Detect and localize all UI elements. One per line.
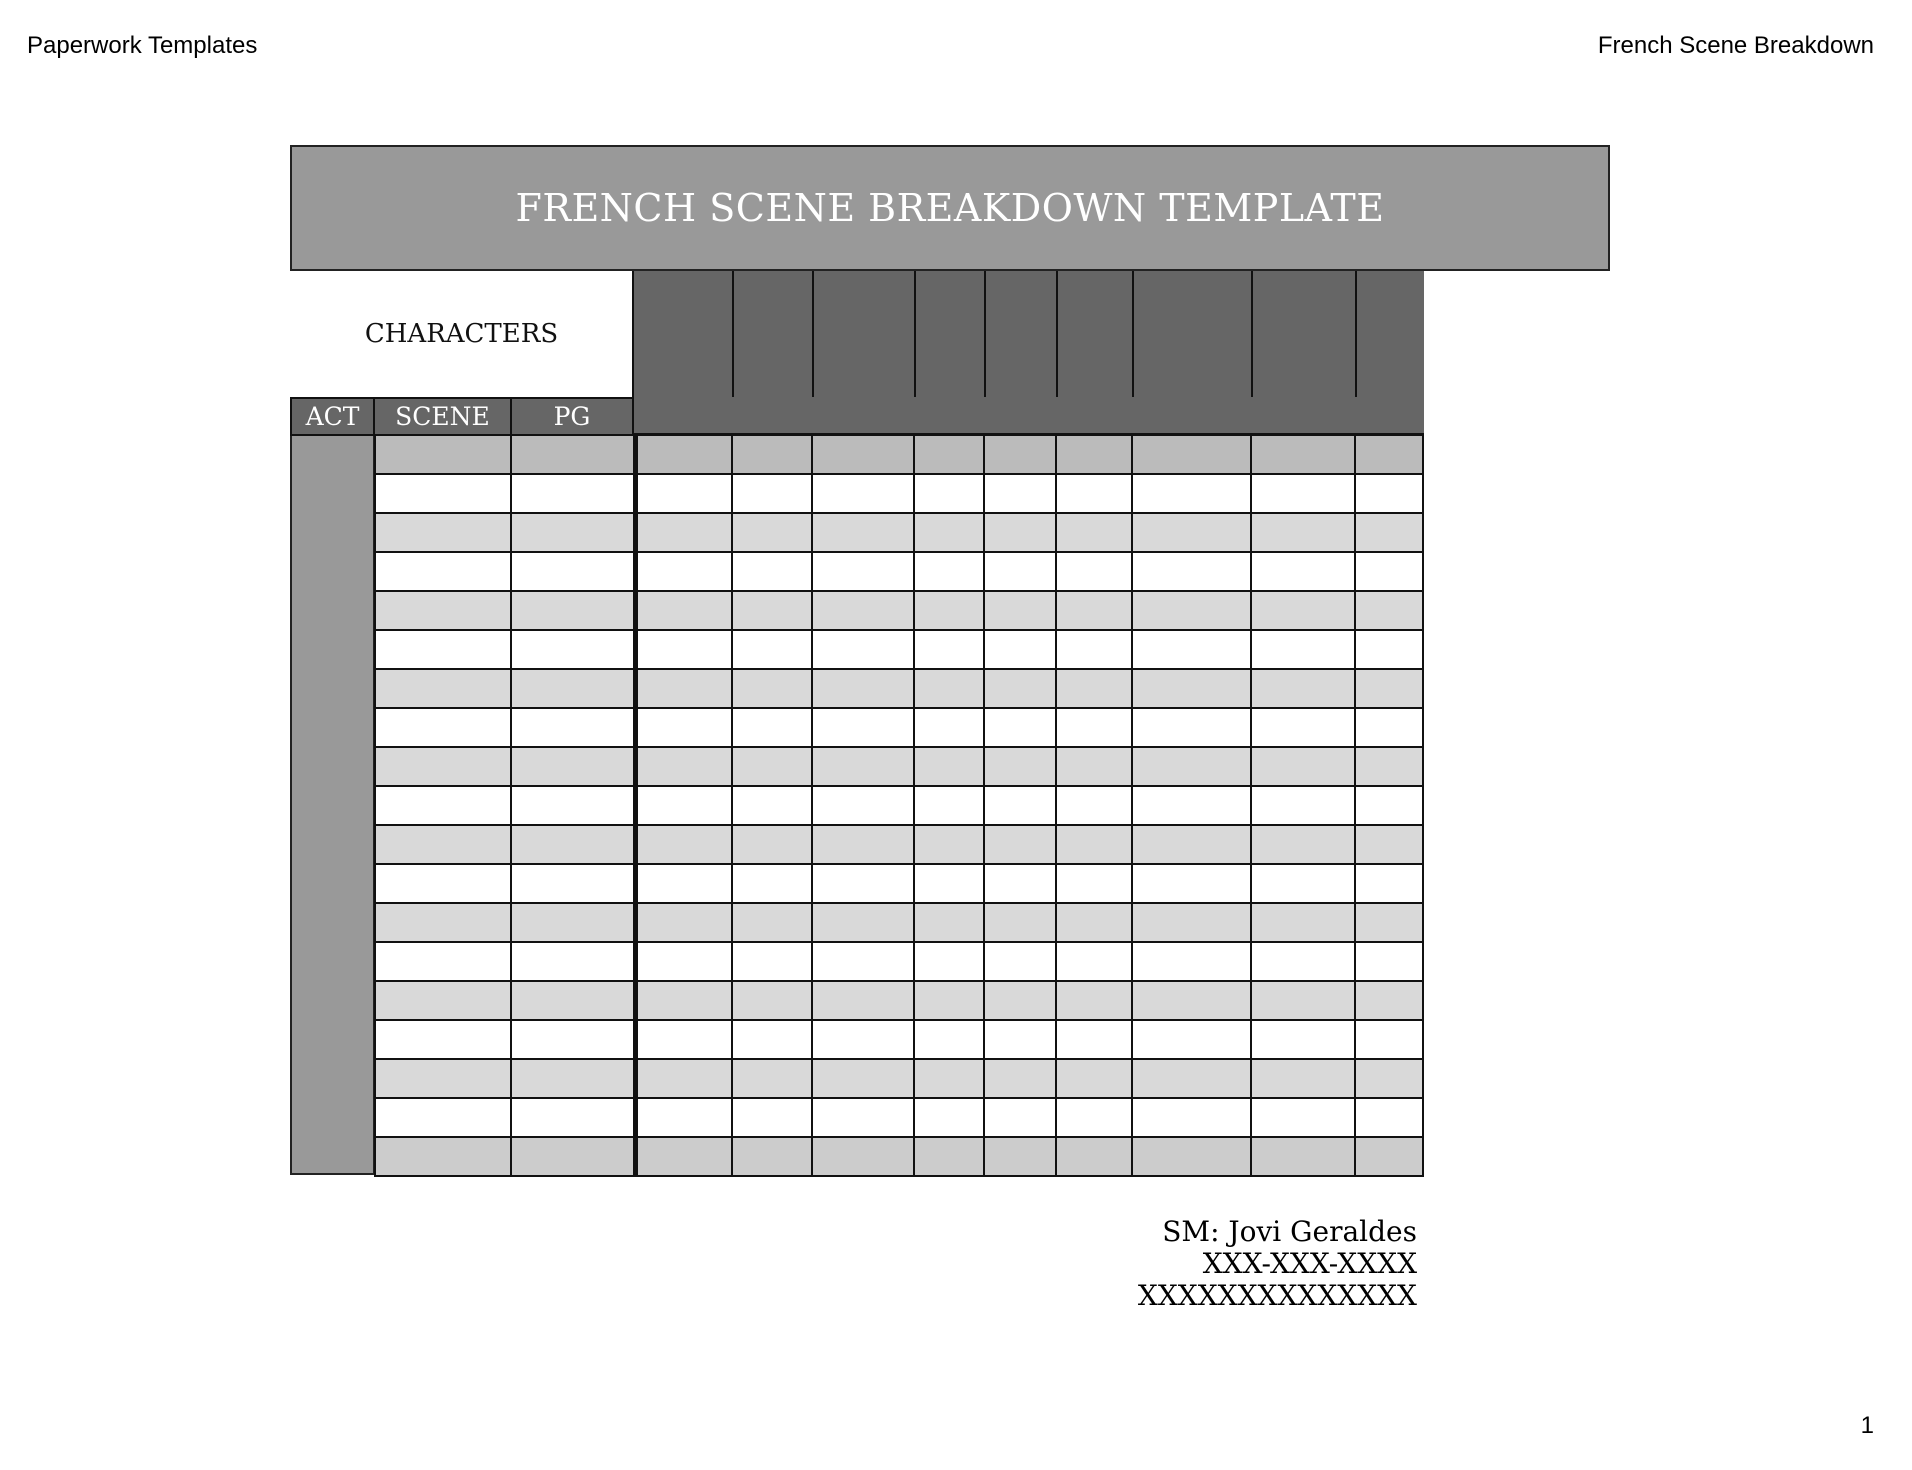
character-cell[interactable] (985, 1138, 1057, 1175)
table-row (374, 1099, 1424, 1138)
character-cell[interactable] (813, 1099, 915, 1136)
character-cell[interactable] (733, 436, 813, 473)
character-cell[interactable] (1057, 826, 1133, 863)
character-cell[interactable] (733, 865, 813, 902)
character-cell[interactable] (915, 748, 985, 785)
table-row (374, 1060, 1424, 1099)
character-cell[interactable] (985, 1099, 1057, 1136)
character-cell[interactable] (1356, 904, 1424, 941)
character-column-divider (812, 271, 814, 397)
scene-cell[interactable] (374, 982, 512, 1019)
character-cell[interactable] (915, 631, 985, 668)
character-cell[interactable] (733, 904, 813, 941)
page-cell[interactable] (512, 1021, 635, 1058)
character-cell[interactable] (915, 1138, 985, 1175)
character-cell[interactable] (1057, 1138, 1133, 1175)
character-cell[interactable] (635, 592, 733, 629)
character-cell[interactable] (1133, 904, 1252, 941)
character-cell[interactable] (733, 553, 813, 590)
page-cell[interactable] (512, 904, 635, 941)
page-cell[interactable] (512, 787, 635, 824)
pg-column-header: PG (510, 397, 634, 436)
character-cell[interactable] (1133, 943, 1252, 980)
scene-cell[interactable] (374, 943, 512, 980)
character-cell[interactable] (813, 1060, 915, 1097)
character-cell[interactable] (1057, 1021, 1133, 1058)
character-cell[interactable] (733, 475, 813, 512)
character-cell[interactable] (813, 943, 915, 980)
character-cell[interactable] (1356, 1060, 1424, 1097)
table-row (374, 787, 1424, 826)
character-cell[interactable] (1133, 787, 1252, 824)
page-cell[interactable] (512, 982, 635, 1019)
page-cell[interactable] (512, 748, 635, 785)
character-cell[interactable] (915, 904, 985, 941)
character-cell[interactable] (1252, 1060, 1356, 1097)
character-cell[interactable] (915, 982, 985, 1019)
template-title: FRENCH SCENE BREAKDOWN TEMPLATE (515, 186, 1385, 230)
character-cell[interactable] (635, 475, 733, 512)
character-cell[interactable] (985, 1021, 1057, 1058)
character-cell[interactable] (915, 670, 985, 707)
character-cell[interactable] (1252, 943, 1356, 980)
character-cell[interactable] (915, 436, 985, 473)
page-cell[interactable] (512, 1138, 635, 1175)
character-cell[interactable] (733, 514, 813, 551)
character-cell[interactable] (1133, 865, 1252, 902)
table-row (374, 436, 1424, 475)
table-row (374, 982, 1424, 1021)
template-title-bar (290, 145, 1610, 271)
stage-manager-name: SM: Jovi Geraldes (1162, 1215, 1417, 1248)
table-row (374, 865, 1424, 904)
character-cell[interactable] (1356, 748, 1424, 785)
character-cell[interactable] (1057, 514, 1133, 551)
character-cell[interactable] (915, 1060, 985, 1097)
scene-cell[interactable] (374, 826, 512, 863)
character-cell[interactable] (813, 748, 915, 785)
character-cell[interactable] (1252, 1099, 1356, 1136)
character-cell[interactable] (733, 592, 813, 629)
character-cell[interactable] (1252, 787, 1356, 824)
character-cell[interactable] (985, 709, 1057, 746)
scene-cell[interactable] (374, 1138, 512, 1175)
character-cell[interactable] (813, 631, 915, 668)
character-cell[interactable] (1057, 592, 1133, 629)
character-cell[interactable] (813, 1138, 915, 1175)
character-cell[interactable] (733, 826, 813, 863)
character-cell[interactable] (1133, 1099, 1252, 1136)
scene-cell[interactable] (374, 1099, 512, 1136)
scene-column-header: SCENE (373, 397, 512, 436)
character-cell[interactable] (985, 1060, 1057, 1097)
act-column-header: ACT (290, 397, 375, 436)
character-cell[interactable] (1252, 904, 1356, 941)
character-cell[interactable] (733, 709, 813, 746)
character-cell[interactable] (813, 1021, 915, 1058)
table-row (374, 670, 1424, 709)
character-cell[interactable] (1057, 553, 1133, 590)
character-cell[interactable] (1057, 475, 1133, 512)
character-column-divider (1251, 271, 1253, 397)
character-cell[interactable] (1133, 514, 1252, 551)
table-row (374, 1021, 1424, 1060)
stage-manager-email: XXXXXXXXXXXXXX (1137, 1279, 1417, 1312)
character-cell[interactable] (985, 592, 1057, 629)
character-cell[interactable] (813, 787, 915, 824)
character-cell[interactable] (1133, 709, 1252, 746)
character-cell[interactable] (915, 1099, 985, 1136)
character-cell[interactable] (1252, 592, 1356, 629)
scene-cell[interactable] (374, 865, 512, 902)
page-cell[interactable] (512, 709, 635, 746)
character-cell[interactable] (1252, 553, 1356, 590)
character-cell[interactable] (1057, 787, 1133, 824)
character-cell[interactable] (813, 865, 915, 902)
character-cell[interactable] (1252, 865, 1356, 902)
character-cell[interactable] (733, 631, 813, 668)
character-cell[interactable] (1252, 475, 1356, 512)
character-cell[interactable] (1133, 631, 1252, 668)
character-cell[interactable] (1252, 982, 1356, 1019)
table-row (374, 748, 1424, 787)
character-cell[interactable] (813, 826, 915, 863)
character-cell[interactable] (1356, 1099, 1424, 1136)
character-cell[interactable] (1133, 592, 1252, 629)
character-cell[interactable] (813, 709, 915, 746)
character-cell[interactable] (733, 1060, 813, 1097)
page-cell[interactable] (512, 865, 635, 902)
table-row (374, 631, 1424, 670)
scene-cell[interactable] (374, 1060, 512, 1097)
character-cell[interactable] (1356, 787, 1424, 824)
character-cell[interactable] (1133, 475, 1252, 512)
character-cell[interactable] (635, 748, 733, 785)
character-cell[interactable] (985, 748, 1057, 785)
character-cell[interactable] (1133, 436, 1252, 473)
character-cell[interactable] (985, 670, 1057, 707)
character-cell[interactable] (733, 982, 813, 1019)
scene-cell[interactable] (374, 514, 512, 551)
character-cell[interactable] (1356, 670, 1424, 707)
scene-cell[interactable] (374, 631, 512, 668)
character-cell[interactable] (985, 826, 1057, 863)
character-cell[interactable] (1057, 748, 1133, 785)
character-cell[interactable] (1133, 748, 1252, 785)
character-column-divider (1132, 271, 1134, 397)
character-cell[interactable] (985, 865, 1057, 902)
character-cell[interactable] (1133, 982, 1252, 1019)
scene-cell[interactable] (374, 709, 512, 746)
header-right-text: French Scene Breakdown (1597, 32, 1874, 59)
character-cell[interactable] (915, 475, 985, 512)
character-cell[interactable] (635, 709, 733, 746)
stage-manager-phone: XXX-XXX-XXXX (1202, 1247, 1417, 1280)
character-cell[interactable] (635, 787, 733, 824)
character-cell[interactable] (813, 553, 915, 590)
character-cell[interactable] (635, 1138, 733, 1175)
character-cell[interactable] (635, 982, 733, 1019)
character-cell[interactable] (1057, 865, 1133, 902)
character-cell[interactable] (1356, 592, 1424, 629)
character-cell[interactable] (635, 904, 733, 941)
character-cell[interactable] (985, 436, 1057, 473)
character-cell[interactable] (813, 904, 915, 941)
character-cell[interactable] (733, 1138, 813, 1175)
character-cell[interactable] (1057, 670, 1133, 707)
character-cell[interactable] (635, 826, 733, 863)
character-cell[interactable] (635, 1021, 733, 1058)
characters-label: CHARACTERS (364, 319, 559, 349)
character-cell[interactable] (915, 514, 985, 551)
character-cell[interactable] (1356, 943, 1424, 980)
page-cell[interactable] (512, 943, 635, 980)
character-cell[interactable] (1252, 514, 1356, 551)
character-cell[interactable] (985, 982, 1057, 1019)
character-cell[interactable] (915, 943, 985, 980)
character-cell[interactable] (915, 1021, 985, 1058)
character-cell[interactable] (1057, 904, 1133, 941)
character-cell[interactable] (733, 1099, 813, 1136)
table-row (374, 1138, 1424, 1177)
page-cell[interactable] (512, 1099, 635, 1136)
scene-cell[interactable] (374, 436, 512, 473)
character-columns-header (632, 271, 1424, 436)
character-cell[interactable] (915, 865, 985, 902)
character-cell[interactable] (985, 553, 1057, 590)
character-cell[interactable] (1356, 865, 1424, 902)
character-cell[interactable] (1133, 826, 1252, 863)
character-cell[interactable] (985, 904, 1057, 941)
character-cell[interactable] (1356, 1138, 1424, 1175)
character-cell[interactable] (1133, 1021, 1252, 1058)
page-cell[interactable] (512, 436, 635, 473)
table-row (374, 475, 1424, 514)
character-cell[interactable] (733, 748, 813, 785)
character-cell[interactable] (635, 670, 733, 707)
character-cell[interactable] (1133, 1138, 1252, 1175)
character-cell[interactable] (1057, 943, 1133, 980)
scene-cell[interactable] (374, 670, 512, 707)
character-cell[interactable] (1057, 1099, 1133, 1136)
character-cell[interactable] (1356, 1021, 1424, 1058)
character-cell[interactable] (1252, 1021, 1356, 1058)
character-cell[interactable] (1133, 1060, 1252, 1097)
character-cell[interactable] (813, 514, 915, 551)
character-cell[interactable] (1133, 553, 1252, 590)
character-cell[interactable] (915, 553, 985, 590)
character-cell[interactable] (635, 631, 733, 668)
character-cell[interactable] (635, 943, 733, 980)
character-cell[interactable] (1356, 475, 1424, 512)
character-cell[interactable] (1133, 670, 1252, 707)
character-cell[interactable] (733, 1021, 813, 1058)
character-cell[interactable] (635, 436, 733, 473)
character-cell[interactable] (985, 943, 1057, 980)
character-cell[interactable] (733, 787, 813, 824)
page-number: 1 (1860, 1412, 1874, 1439)
character-cell[interactable] (635, 553, 733, 590)
character-cell[interactable] (1057, 1060, 1133, 1097)
character-cell[interactable] (1252, 631, 1356, 668)
character-cell[interactable] (985, 514, 1057, 551)
character-cell[interactable] (985, 631, 1057, 668)
act-column-body (290, 436, 375, 1175)
page-cell[interactable] (512, 592, 635, 629)
character-column-divider (914, 271, 916, 397)
character-cell[interactable] (1356, 514, 1424, 551)
character-cell[interactable] (635, 514, 733, 551)
character-cell[interactable] (733, 670, 813, 707)
character-cell[interactable] (1356, 553, 1424, 590)
character-cell[interactable] (813, 436, 915, 473)
character-cell[interactable] (915, 787, 985, 824)
character-column-divider (732, 271, 734, 397)
character-cell[interactable] (1252, 670, 1356, 707)
table-row (374, 943, 1424, 982)
character-cell[interactable] (813, 475, 915, 512)
character-column-divider (984, 271, 986, 397)
scene-cell[interactable] (374, 1021, 512, 1058)
character-cell[interactable] (1356, 709, 1424, 746)
page-cell[interactable] (512, 514, 635, 551)
character-column-divider (1355, 271, 1357, 397)
character-cell[interactable] (733, 943, 813, 980)
table-row (374, 514, 1424, 553)
breakdown-grid (374, 436, 1424, 1177)
scene-cell[interactable] (374, 787, 512, 824)
table-row (374, 553, 1424, 592)
page-cell[interactable] (512, 553, 635, 590)
table-row (374, 826, 1424, 865)
table-row (374, 709, 1424, 748)
character-cell[interactable] (635, 1060, 733, 1097)
character-cell[interactable] (1057, 982, 1133, 1019)
character-column-divider (1056, 271, 1058, 397)
character-cell[interactable] (1057, 631, 1133, 668)
character-cell[interactable] (1252, 826, 1356, 863)
page-cell[interactable] (512, 631, 635, 668)
character-cell[interactable] (915, 826, 985, 863)
character-cell[interactable] (985, 475, 1057, 512)
table-row (374, 904, 1424, 943)
character-cell[interactable] (813, 670, 915, 707)
character-cell[interactable] (915, 592, 985, 629)
scene-cell[interactable] (374, 592, 512, 629)
character-cell[interactable] (1356, 982, 1424, 1019)
character-cell[interactable] (1356, 436, 1424, 473)
character-cell[interactable] (1356, 631, 1424, 668)
character-cell[interactable] (1252, 436, 1356, 473)
page-cell[interactable] (512, 475, 635, 512)
character-cell[interactable] (813, 592, 915, 629)
page-cell[interactable] (512, 670, 635, 707)
page-cell[interactable] (512, 826, 635, 863)
character-cell[interactable] (915, 709, 985, 746)
character-cell[interactable] (813, 982, 915, 1019)
character-cell[interactable] (1057, 436, 1133, 473)
scene-cell[interactable] (374, 904, 512, 941)
character-cell[interactable] (1252, 1138, 1356, 1175)
scene-cell[interactable] (374, 475, 512, 512)
character-cell[interactable] (635, 1099, 733, 1136)
scene-cell[interactable] (374, 748, 512, 785)
table-row (374, 592, 1424, 631)
character-cell[interactable] (1252, 748, 1356, 785)
character-cell[interactable] (1356, 826, 1424, 863)
header-left-text: Paperwork Templates (27, 32, 258, 59)
page-cell[interactable] (512, 1060, 635, 1097)
contact-block (1138, 1216, 1417, 1312)
character-cell[interactable] (1252, 709, 1356, 746)
character-cell[interactable] (985, 787, 1057, 824)
character-cell[interactable] (635, 865, 733, 902)
character-cell[interactable] (1057, 709, 1133, 746)
scene-cell[interactable] (374, 553, 512, 590)
